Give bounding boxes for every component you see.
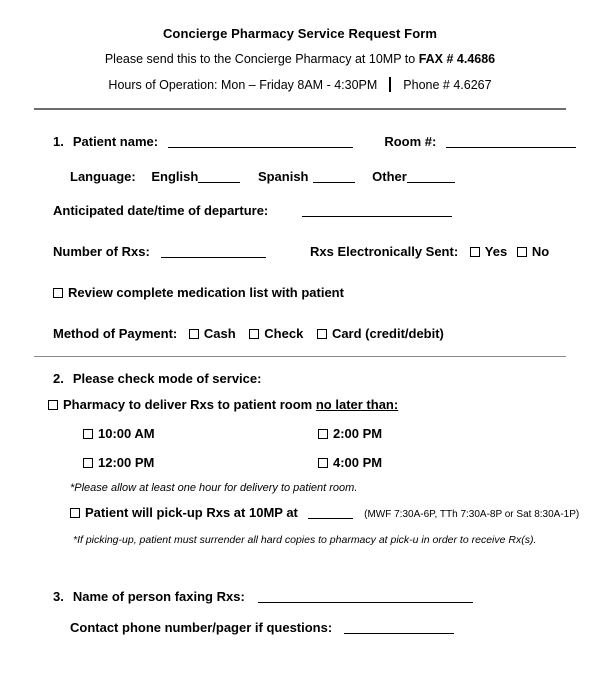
departure-field[interactable] [302,203,452,217]
patient-name-label: Patient name: [72,134,159,149]
room-number-label: Room #: [384,134,437,149]
contact-phone-label: Contact phone number/pager if questions: [70,620,333,635]
faxer-name-row [53,589,564,605]
section3-number: 3. [53,589,64,604]
payment-card-label: Card (credit/debit) [331,326,444,341]
fax-number: FAX # 4.4686 [418,52,496,66]
time-4pm-label: 4:00 PM [333,455,383,470]
time-2pm-checkbox[interactable] [318,429,328,439]
patient-name-row [53,134,564,150]
payment-cash-checkbox[interactable] [189,329,199,339]
time-12pm-checkbox[interactable] [83,458,93,468]
review-medication-row [53,285,564,301]
separator-bar [389,77,391,92]
mode-of-service-heading: Please check mode of service: [72,371,262,386]
time-4pm-checkbox[interactable] [318,458,328,468]
review-medication-label: Review complete medication list with patient [68,285,344,300]
language-row [70,169,564,185]
pickup-hours-note: (MWF 7:30A-6P, TTh 7:30A-8P or Sat 8:30A-1P) [364,509,580,520]
rx-sent-no-label: No [531,244,550,259]
review-medication-checkbox[interactable] [53,288,63,298]
middle-divider [34,356,566,357]
delivery-note: *Please allow at least one hour for delivery to patient room. [70,482,358,494]
rx-sent-label: Rxs Electronically Sent: [310,244,459,259]
time-2pm-label: 2:00 PM [333,426,383,441]
rx-count-field[interactable] [161,244,266,258]
section1-number: 1. [53,134,64,149]
pickup-time-field[interactable] [308,505,353,519]
language-english-label: English [151,169,199,184]
rx-count-row [53,244,564,260]
rx-sent-yes-label: Yes [484,244,508,259]
mode-of-service-heading-row [53,371,564,387]
language-english-field[interactable] [198,169,240,183]
pickup-option-row [70,505,580,523]
payment-check-label: Check [264,326,304,341]
payment-row [53,326,564,342]
top-divider [34,108,566,110]
section2-number: 2. [53,371,64,386]
hours-text: Hours of Operation: Mon – Friday 8AM - 4:30PM [108,78,378,92]
language-other-label: Other [372,169,407,184]
form-title: Concierge Pharmacy Service Request Form [162,26,438,41]
time-10am-checkbox[interactable] [83,429,93,439]
delivery-time-options [83,426,564,470]
section-patient-info [36,134,564,342]
deliver-checkbox[interactable] [48,400,58,410]
payment-card-checkbox[interactable] [317,329,327,339]
faxer-name-label: Name of person faxing Rxs: [72,589,245,604]
room-number-field[interactable] [446,134,576,148]
time-option-10am [83,426,318,441]
language-label: Language: [70,169,136,184]
deliver-option-row [48,397,564,413]
time-option-4pm [318,455,564,470]
section-fax-contact [36,589,564,636]
payment-check-checkbox[interactable] [249,329,259,339]
payment-cash-label: Cash [203,326,236,341]
language-other-field[interactable] [407,169,455,183]
faxer-name-field[interactable] [258,589,473,603]
patient-name-field[interactable] [168,134,353,148]
section-mode-of-service [36,371,580,547]
phone-number: Phone # 4.6267 [403,78,492,92]
contact-phone-row [70,620,564,636]
rx-sent-no-checkbox[interactable] [517,247,527,257]
deliver-label: Pharmacy to deliver Rxs to patient room [63,397,316,412]
language-spanish-label: Spanish [257,169,309,184]
departure-row [53,203,564,219]
rx-count-label: Number of Rxs: [53,244,150,259]
time-10am-label: 10:00 AM [98,426,155,441]
departure-label: Anticipated date/time of departure: [53,203,269,218]
contact-phone-field[interactable] [344,620,454,634]
send-instruction-line [36,52,564,66]
hours-line [36,77,564,92]
time-option-2pm [318,426,564,441]
pickup-checkbox[interactable] [70,508,80,518]
time-12pm-label: 12:00 PM [98,455,155,470]
pickup-label: Patient will pick-up Rxs at 10MP at [85,505,298,520]
form-header [36,26,564,92]
payment-label: Method of Payment: [53,326,178,341]
pickup-note: *If picking-up, patient must surrender all hard copies to pharmacy at pick-u in order to receive Rx(s). [73,534,537,546]
deliver-label-underlined: no later than: [315,397,399,412]
time-option-12pm [83,455,318,470]
send-instruction-text: Please send this to the Concierge Pharmacy at 10MP to [104,52,419,66]
rx-sent-yes-checkbox[interactable] [470,247,480,257]
language-spanish-field[interactable] [313,169,355,183]
